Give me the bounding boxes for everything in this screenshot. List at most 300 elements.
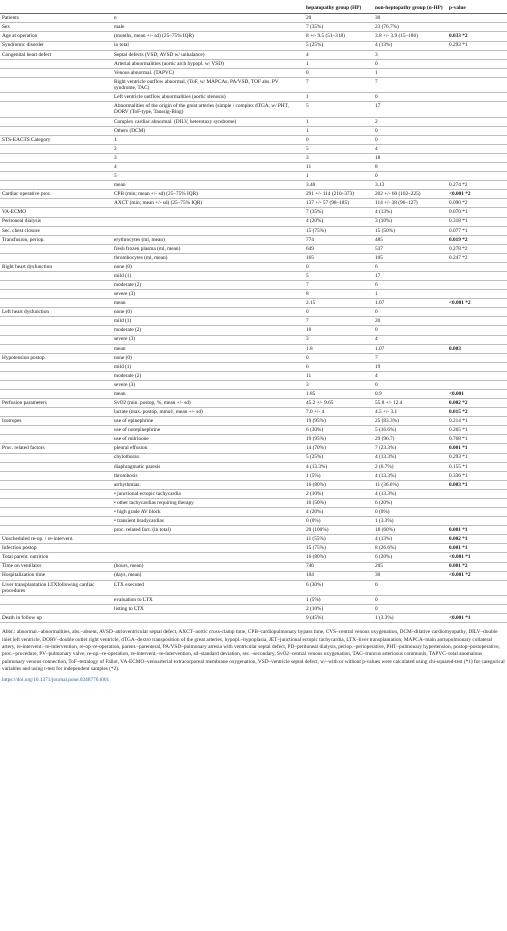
row-sublabel-cell — [112, 226, 304, 235]
row-sublabel-cell — [112, 208, 304, 217]
row-label-cell: Sec. chest closure — [0, 226, 112, 235]
table-body — [0, 14, 507, 623]
hp-value-cell: 137 +/- 57 (98–185) — [304, 199, 373, 208]
row-label-cell — [0, 335, 112, 344]
nhp-value-cell: 4.5 +/- 3.1 — [373, 408, 447, 417]
row-label-cell — [0, 272, 112, 281]
row-label-cell — [0, 344, 112, 353]
row-sublabel-cell: Arterial abnormalities (aortic arch hypopl. w/ VSD) — [112, 59, 304, 68]
p-value-cell: 0.214 *1 — [447, 417, 507, 426]
row-label-cell — [0, 371, 112, 380]
row-sublabel-cell: evaluation to LTX — [112, 596, 304, 605]
p-value-cell — [447, 317, 507, 326]
row-sublabel-cell — [112, 553, 304, 562]
p-value-cell: 0.090 *2 — [447, 199, 507, 208]
row-label-cell: Cardiac operative proc. — [0, 190, 112, 199]
nhp-value-cell: 4 — [373, 335, 447, 344]
p-value-cell: 0.278 *2 — [447, 244, 507, 253]
hp-value-cell: 2.15 — [304, 299, 373, 308]
hp-value-cell: 3 — [304, 335, 373, 344]
hp-value-cell: 11 (55%) — [304, 535, 373, 544]
row-label-cell — [0, 380, 112, 389]
hp-value-cell: 7 — [304, 77, 373, 92]
row-label-cell — [0, 480, 112, 489]
row-label-cell — [0, 299, 112, 308]
nhp-value-cell: 23 (76.7%) — [373, 23, 447, 32]
row-sublabel-cell: mean — [112, 390, 304, 399]
hp-value-cell: 20 (100%) — [304, 526, 373, 535]
hp-value-cell: 19 (95%) — [304, 417, 373, 426]
nhp-value-cell: 1 — [373, 68, 447, 77]
nhp-value-cell: 6 — [373, 262, 447, 271]
row-label-cell: Patients — [0, 14, 112, 23]
table-row — [0, 41, 507, 50]
hp-value-cell: 3 — [304, 153, 373, 162]
p-value-cell — [447, 172, 507, 181]
table-row — [0, 190, 507, 199]
p-value-cell: <0.001 *2 — [447, 571, 507, 580]
table-row — [0, 344, 507, 353]
row-sublabel-cell: use of milrinone — [112, 435, 304, 444]
nhp-value-cell: 55.8 +/- 12.4 — [373, 399, 447, 408]
nhp-value-cell: 30 — [373, 14, 447, 23]
nhp-value-cell: 4 (13.3%) — [373, 453, 447, 462]
p-value-cell: <0.001 — [447, 390, 507, 399]
hp-value-cell: 1 — [304, 93, 373, 102]
row-label-cell — [0, 77, 112, 92]
nhp-value-cell: 2 — [373, 117, 447, 126]
nhp-value-cell: 1 (3.3%) — [373, 614, 447, 623]
hp-value-cell: 1 (5%) — [304, 471, 373, 480]
p-value-cell: 0.336 *1 — [447, 471, 507, 480]
table-row — [0, 498, 507, 507]
row-sublabel-cell — [112, 217, 304, 226]
nhp-value-cell: 6 — [373, 308, 447, 317]
table-row — [0, 181, 507, 190]
row-sublabel-cell: • transient bradycardias — [112, 517, 304, 526]
hp-value-cell: 6 — [304, 362, 373, 371]
nhp-value-cell: 20 — [373, 317, 447, 326]
p-value-cell: 0.019 *2 — [447, 235, 507, 244]
table-row — [0, 299, 507, 308]
row-label-cell — [0, 181, 112, 190]
hp-value-cell: 16 (80%) — [304, 553, 373, 562]
row-sublabel-cell: mild (1) — [112, 272, 304, 281]
row-label-cell — [0, 290, 112, 299]
table-row — [0, 462, 507, 471]
row-sublabel-cell: Right ventricle outflow abnormal. (ToF, w/ MAPCAs, PA/VSD, TOF abs. PV syndrome, TAC) — [112, 77, 304, 92]
nhp-value-cell: 8 — [373, 163, 447, 172]
nhp-value-cell: 105 — [373, 253, 447, 262]
row-label-cell — [0, 362, 112, 371]
p-value-cell — [447, 68, 507, 77]
nhp-value-cell: 18 (60%) — [373, 526, 447, 535]
hp-value-cell: 0 — [304, 353, 373, 362]
row-label-cell — [0, 462, 112, 471]
table-row — [0, 489, 507, 498]
nhp-value-cell: 4 (13.3%) — [373, 471, 447, 480]
row-sublabel-cell: chylothorax — [112, 453, 304, 462]
row-sublabel-cell: n — [112, 14, 304, 23]
row-sublabel-cell: 1 — [112, 135, 304, 144]
row-sublabel-cell: 4 — [112, 163, 304, 172]
row-sublabel-cell: SvO2 (min. postop, %, mean +/- sd) — [112, 399, 304, 408]
table-row — [0, 199, 507, 208]
table-row — [0, 562, 507, 571]
p-value-cell: 0.768 *1 — [447, 435, 507, 444]
header-cell — [0, 3, 112, 14]
nhp-value-cell: 6 — [373, 281, 447, 290]
table-row — [0, 59, 507, 68]
hp-value-cell: 8 +/- 9.5 (51–318) — [304, 32, 373, 41]
p-value-cell: 0.077 *1 — [447, 226, 507, 235]
hp-value-cell: 11 — [304, 163, 373, 172]
table-row — [0, 535, 507, 544]
row-sublabel-cell: thrombocytes (ml, mean) — [112, 253, 304, 262]
hp-value-cell: 6 (30%) — [304, 426, 373, 435]
nhp-value-cell: 3 (10%) — [373, 217, 447, 226]
table-row — [0, 390, 507, 399]
row-sublabel-cell: erythrocytes (ml, mean) — [112, 235, 304, 244]
row-label-cell — [0, 435, 112, 444]
nhp-value-cell: 0 — [373, 580, 447, 595]
nhp-value-cell: 11 (36.6%) — [373, 480, 447, 489]
p-value-cell: 0.274 *2 — [447, 181, 507, 190]
nhp-value-cell: 4 (13%) — [373, 535, 447, 544]
hp-value-cell: 4 (20%) — [304, 217, 373, 226]
p-value-cell: 0.001 *1 — [447, 526, 507, 535]
hp-value-cell: 2 (10%) — [304, 489, 373, 498]
row-sublabel-cell: AXCT (min; mean +/- sd) (25–75% IQR) — [112, 199, 304, 208]
nhp-value-cell: 114 +/- 38 (96–127) — [373, 199, 447, 208]
p-value-cell: <0.001 *2 — [447, 299, 507, 308]
table-row — [0, 526, 507, 535]
p-value-cell — [447, 59, 507, 68]
table-row — [0, 399, 507, 408]
row-sublabel-cell: mild (1) — [112, 317, 304, 326]
p-value-cell — [447, 14, 507, 23]
hp-value-cell: 649 — [304, 244, 373, 253]
row-sublabel-cell: moderate (2) — [112, 281, 304, 290]
doi-link[interactable]: https://doi.org/10.1371/journal.pone.0248776.t001 — [2, 676, 110, 683]
p-value-cell: 0.318 *1 — [447, 217, 507, 226]
row-label-cell — [0, 390, 112, 399]
row-label-cell — [0, 93, 112, 102]
row-label-cell: Liver transplantation LTXfollowing cardiac procedures — [0, 580, 112, 595]
row-label-cell — [0, 281, 112, 290]
hp-value-cell: 774 — [304, 235, 373, 244]
nhp-value-cell: 8 (26.6%) — [373, 544, 447, 553]
table-row — [0, 480, 507, 489]
row-label-cell — [0, 253, 112, 262]
table-row — [0, 417, 507, 426]
p-value-cell — [447, 23, 507, 32]
nhp-value-cell: 7 — [373, 353, 447, 362]
row-label-cell: Age at operation — [0, 32, 112, 41]
table-row — [0, 135, 507, 144]
table-row — [0, 362, 507, 371]
row-label-cell — [0, 144, 112, 153]
row-label-cell — [0, 326, 112, 335]
row-label-cell: Peritoneal dialysis — [0, 217, 112, 226]
row-sublabel-cell: 3 — [112, 153, 304, 162]
row-label-cell: STS-EACTS Category — [0, 135, 112, 144]
row-sublabel-cell: severe (3) — [112, 290, 304, 299]
row-label-cell — [0, 517, 112, 526]
row-sublabel-cell: • high grade AV block — [112, 508, 304, 517]
p-value-cell — [447, 380, 507, 389]
row-label-cell — [0, 471, 112, 480]
row-sublabel-cell: CPB (min; mean +/- sd) (25–75% IQR) — [112, 190, 304, 199]
p-value-cell: 0.247 *2 — [447, 253, 507, 262]
hp-value-cell: 5 — [304, 272, 373, 281]
row-label-cell — [0, 408, 112, 417]
table-row — [0, 32, 507, 41]
table-row — [0, 172, 507, 181]
table-row — [0, 163, 507, 172]
row-sublabel-cell: pleural effusion — [112, 444, 304, 453]
nhp-value-cell: 0 — [373, 380, 447, 389]
hp-value-cell: 4 (20%) — [304, 508, 373, 517]
table-row — [0, 553, 507, 562]
nhp-value-cell: 0 — [373, 172, 447, 181]
header-cell: p-value — [447, 3, 507, 14]
table-row — [0, 408, 507, 417]
table-row — [0, 596, 507, 605]
row-label-cell — [0, 68, 112, 77]
hp-value-cell: 0 — [304, 135, 373, 144]
nhp-value-cell: 0 — [373, 126, 447, 135]
nhp-value-cell: 1 (3.3%) — [373, 517, 447, 526]
p-value-cell — [447, 135, 507, 144]
row-label-cell: Congenital heart defect — [0, 50, 112, 59]
row-sublabel-cell: mean — [112, 299, 304, 308]
row-sublabel-cell — [112, 535, 304, 544]
nhp-value-cell: 18 — [373, 153, 447, 162]
p-value-cell — [447, 126, 507, 135]
p-value-cell — [447, 50, 507, 59]
hp-value-cell: 4 (13.3%) — [304, 462, 373, 471]
nhp-value-cell: 4 (13%) — [373, 208, 447, 217]
hp-value-cell: 7 — [304, 281, 373, 290]
hp-value-cell: 5 — [304, 102, 373, 117]
row-label-cell: Hypotension postop. — [0, 353, 112, 362]
nhp-value-cell: 0 — [373, 596, 447, 605]
table-row — [0, 453, 507, 462]
row-sublabel-cell: • other tachycardias requiring therapy — [112, 498, 304, 507]
table-row — [0, 571, 507, 580]
p-value-cell — [447, 498, 507, 507]
hp-value-cell: 4 — [304, 50, 373, 59]
p-value-cell — [447, 362, 507, 371]
p-value-cell: 0.003 — [447, 344, 507, 353]
table-row — [0, 226, 507, 235]
hp-value-cell: 20 — [304, 14, 373, 23]
hp-value-cell: 16 (80%) — [304, 480, 373, 489]
hp-value-cell: 0 (0%) — [304, 517, 373, 526]
row-sublabel-cell: in total — [112, 41, 304, 50]
row-label-cell: Sex — [0, 23, 112, 32]
table-row — [0, 508, 507, 517]
row-sublabel-cell: arrhythmias: — [112, 480, 304, 489]
table-row — [0, 253, 507, 262]
row-label-cell: Isotropes — [0, 417, 112, 426]
hp-value-cell: 15 (75%) — [304, 226, 373, 235]
hp-value-cell: 5 (25%) — [304, 41, 373, 50]
p-value-cell — [447, 605, 507, 614]
nhp-value-cell: 4 (13%) — [373, 41, 447, 50]
p-value-cell: <0.001 *2 — [447, 190, 507, 199]
p-value-cell — [447, 272, 507, 281]
data-table — [0, 3, 507, 623]
table-row — [0, 281, 507, 290]
hp-value-cell: 1 (5%) — [304, 596, 373, 605]
row-sublabel-cell: use of norepinephrine — [112, 426, 304, 435]
hp-value-cell: 14 (70%) — [304, 444, 373, 453]
nhp-value-cell: 205 — [373, 562, 447, 571]
nhp-value-cell: 3.8 +/- 3.9 (15–186) — [373, 32, 447, 41]
table-row — [0, 244, 507, 253]
table-row — [0, 335, 507, 344]
hp-value-cell: 1 — [304, 117, 373, 126]
row-sublabel-cell: Complex cardiac abnormal. (DILV, heterotaxy syndrome) — [112, 117, 304, 126]
row-sublabel-cell: (hours, mean) — [112, 562, 304, 571]
p-value-cell — [447, 290, 507, 299]
nhp-value-cell: 6 (20%) — [373, 498, 447, 507]
row-sublabel-cell: Others (DCM) — [112, 126, 304, 135]
row-sublabel-cell: fresh frozen plasma (ml, mean) — [112, 244, 304, 253]
p-value-cell — [447, 163, 507, 172]
p-value-cell — [447, 153, 507, 162]
p-value-cell: 0.293 *1 — [447, 41, 507, 50]
row-label-cell — [0, 526, 112, 535]
nhp-value-cell: 4 — [373, 371, 447, 380]
hp-value-cell: 7 (35%) — [304, 23, 373, 32]
row-label-cell: Right heart dysfunction — [0, 262, 112, 271]
p-value-cell — [447, 517, 507, 526]
table-row — [0, 614, 507, 623]
hp-value-cell: 1 — [304, 59, 373, 68]
row-sublabel-cell: listing to LTX — [112, 605, 304, 614]
nhp-value-cell: 0 — [373, 135, 447, 144]
hp-value-cell: 104 — [304, 571, 373, 580]
row-sublabel-cell: • junctional ectopic tachycardia — [112, 489, 304, 498]
hp-value-cell: 5 (25%) — [304, 453, 373, 462]
table-row — [0, 444, 507, 453]
hp-value-cell: 7.0 +/- 4 — [304, 408, 373, 417]
row-label-cell — [0, 426, 112, 435]
p-value-cell — [447, 326, 507, 335]
row-label-cell: Hospitalization time — [0, 571, 112, 580]
p-value-cell — [447, 262, 507, 271]
row-label-cell — [0, 596, 112, 605]
table-footnote: Abbr.: abnormal.–abnormalities, abs.–absent, AVSD–atrioventricular septal defect, AXCT–aortic cross-clamp time, CPB–cardiopulmonary bypass time, CVS–central venous oxygenation, DCM–dilative cardiomyopathy, DILV–double inlet left ventricle, DORV–double outlet right ventricle, dTGA–dextro transposition of the great arteries, hypopl.–hypoplasia, JET–junctional ectopic tachycardia, LTX–liver transplantation, MAPCA–main aortopulmonary collateral artery, re-intervent.–re-intervention, re-op–re-operation, parent.–parenteral, PA/VSD–pulmonary atresia with ventricular septal defect, PD–peritoneal dialysis, periop.–perioperative, PHT–pulmonary hypertension, postop–postoperative, proc.–procedure, PV–pulmonary valve, re-op.–re-operation, re-intervent.–re-intervention, sd–standard deviation, sec.–secondary, SvO2–central venous oxygenation, TAC–truncus arteriosus communis, TAPVC–total anomalous pulmonary venous connection, ToF–tetralogy of Fallot, VA-ECMO–venoarterial extracorporeal membrane oxygenation, VSD–ventricle septal defect, w/–with or without p-values were calculated using chi-squared-test (*1) for categorical variables and using t-test for independent samples (*2). — [2, 629, 505, 673]
hp-value-cell: 1.8 — [304, 344, 373, 353]
hp-value-cell: 15 (75%) — [304, 544, 373, 553]
p-value-cell — [447, 371, 507, 380]
row-label-cell — [0, 317, 112, 326]
row-label-cell — [0, 59, 112, 68]
p-value-cell — [447, 596, 507, 605]
row-label-cell: VA-ECMO — [0, 208, 112, 217]
row-label-cell: Proc. related factors — [0, 444, 112, 453]
table-row — [0, 50, 507, 59]
table-row — [0, 317, 507, 326]
nhp-value-cell: 7 (23.3%) — [373, 444, 447, 453]
hp-value-cell: 0 — [304, 262, 373, 271]
nhp-value-cell: 25 (83.3%) — [373, 417, 447, 426]
row-label-cell — [0, 453, 112, 462]
hp-value-cell: 6 (30%) — [304, 580, 373, 595]
p-value-cell — [447, 77, 507, 92]
hp-value-cell: 291 +/- 114 (210–373) — [304, 190, 373, 199]
row-label-cell — [0, 508, 112, 517]
nhp-value-cell: 0 (0%) — [373, 508, 447, 517]
table-row — [0, 580, 507, 595]
row-label-cell: Time on ventilator — [0, 562, 112, 571]
row-sublabel-cell: mean — [112, 181, 304, 190]
p-value-cell — [447, 353, 507, 362]
table-row — [0, 68, 507, 77]
p-value-cell: 0.002 *1 — [447, 535, 507, 544]
hp-value-cell: 0 — [304, 68, 373, 77]
nhp-value-cell: 4 — [373, 144, 447, 153]
hp-value-cell: 45.2 +/- 9.65 — [304, 399, 373, 408]
nhp-value-cell: 2 (6.7%) — [373, 462, 447, 471]
table-row — [0, 326, 507, 335]
row-sublabel-cell: mean — [112, 344, 304, 353]
table-row — [0, 117, 507, 126]
row-sublabel-cell: use of epinephrine — [112, 417, 304, 426]
table-header-row — [0, 3, 507, 14]
table-row — [0, 23, 507, 32]
p-value-cell — [447, 117, 507, 126]
row-sublabel-cell: moderate (2) — [112, 371, 304, 380]
row-sublabel-cell: none (0) — [112, 308, 304, 317]
p-value-cell: 0.001 *1 — [447, 444, 507, 453]
row-sublabel-cell: diaphragmatic paresis — [112, 462, 304, 471]
row-sublabel-cell: (months, mean +/- sd) (25–75% IQR) — [112, 32, 304, 41]
table-row — [0, 14, 507, 23]
hp-value-cell: 8 — [304, 290, 373, 299]
row-sublabel-cell: (days, mean) — [112, 571, 304, 580]
row-label-cell — [0, 153, 112, 162]
nhp-value-cell: 4 (13.3%) — [373, 489, 447, 498]
hp-value-cell: 0 — [304, 308, 373, 317]
row-label-cell — [0, 244, 112, 253]
nhp-value-cell: 0 — [373, 59, 447, 68]
nhp-value-cell: 7 — [373, 77, 447, 92]
row-label-cell: Left heart dysfunction — [0, 308, 112, 317]
header-cell — [112, 3, 304, 14]
table-row — [0, 371, 507, 380]
nhp-value-cell: 202 +/- 60 (162–225) — [373, 190, 447, 199]
row-sublabel-cell — [112, 614, 304, 623]
p-value-cell: 0.001 *1 — [447, 544, 507, 553]
nhp-value-cell: 1.07 — [373, 344, 447, 353]
row-label-cell: Transfusion, periop. — [0, 235, 112, 244]
table-row — [0, 290, 507, 299]
hp-value-cell: 1 — [304, 126, 373, 135]
nhp-value-cell: 17 — [373, 272, 447, 281]
hp-value-cell: 9 (45%) — [304, 614, 373, 623]
row-label-cell — [0, 489, 112, 498]
table-row — [0, 144, 507, 153]
table-row — [0, 544, 507, 553]
hp-value-cell: 746 — [304, 562, 373, 571]
hp-value-cell: 11 — [304, 371, 373, 380]
table-row — [0, 308, 507, 317]
